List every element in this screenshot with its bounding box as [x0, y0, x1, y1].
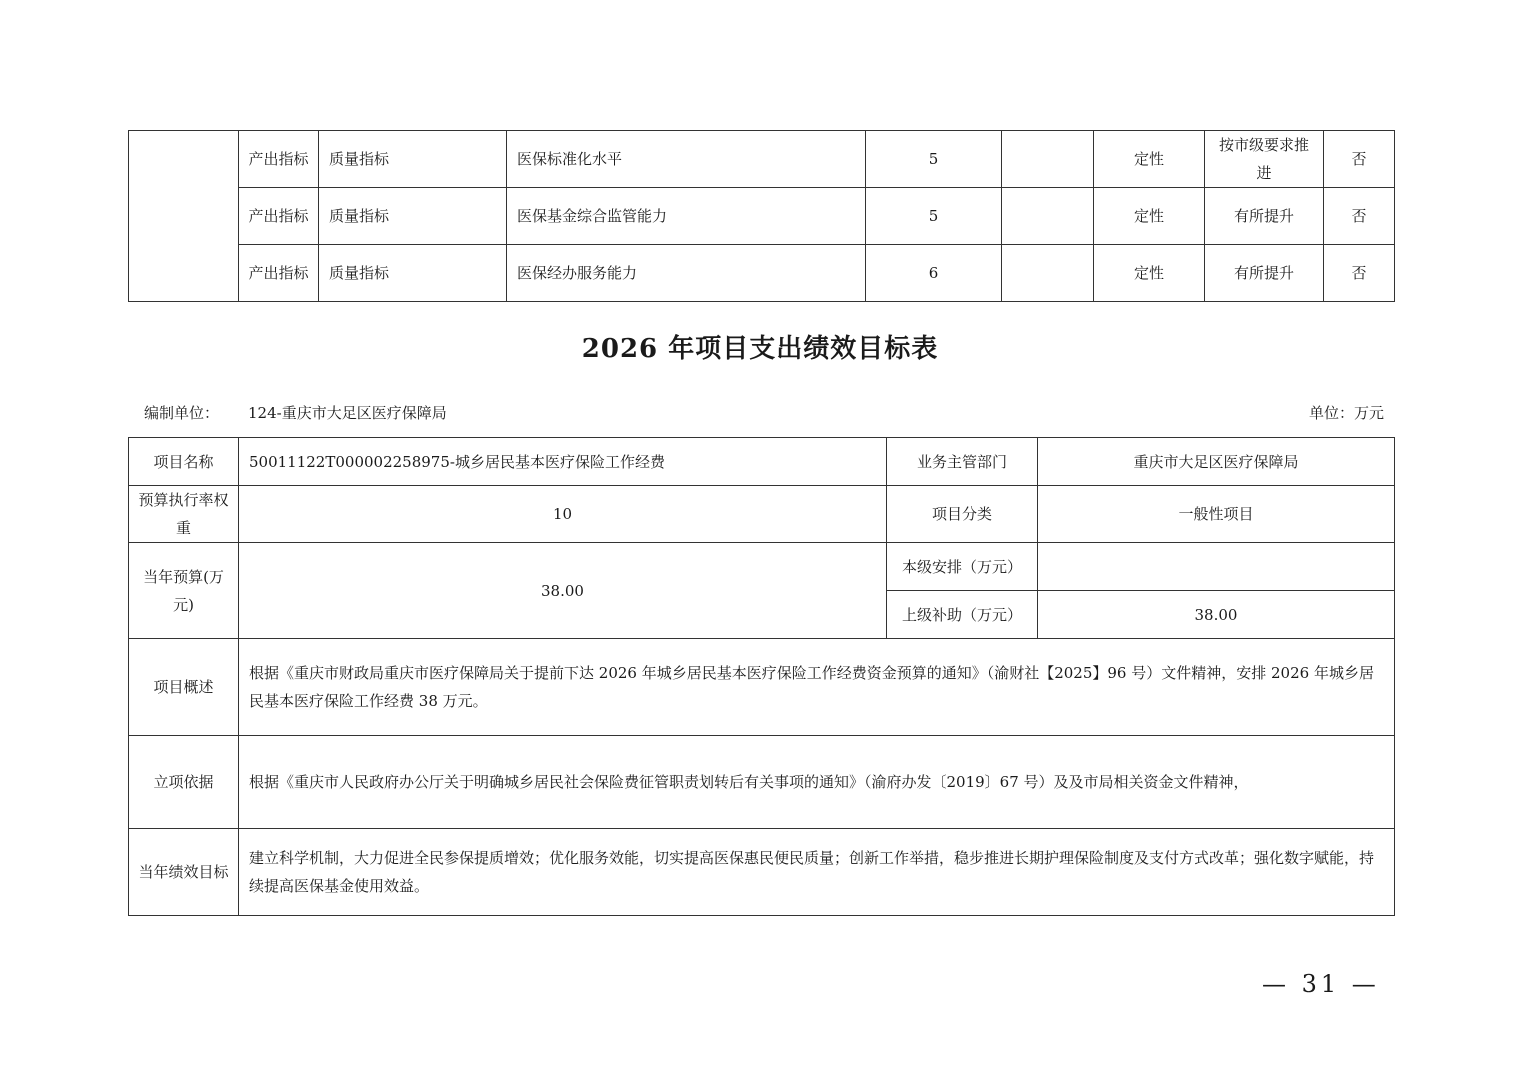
category-label: 项目分类	[887, 486, 1038, 543]
page-title: 2026 年项目支出绩效目标表	[581, 334, 939, 364]
indicator-weight: 5	[866, 188, 1002, 245]
level1-indicator: 产出指标	[239, 131, 319, 188]
indicator-nature: 定性	[1094, 188, 1205, 245]
weight-label: 预算执行率权重	[129, 486, 239, 543]
basis-value: 根据《重庆市人民政府办公厅关于明确城乡居民社会保险费征管职责划转后有关事项的通知》（渝府办发〔2019〕67 号）及及市局相关资金文件精神，	[239, 736, 1395, 829]
table-row	[129, 131, 1395, 188]
empty-merged-cell	[129, 131, 239, 302]
table-row	[129, 188, 1395, 245]
indicator-weight: 6	[866, 245, 1002, 302]
dept-value: 重庆市大足区医疗保障局	[1038, 438, 1395, 486]
level3-indicator: 医保基金综合监管能力	[507, 188, 866, 245]
project-name-value: 50011122T000002258975-城乡居民基本医疗保险工作经费	[239, 438, 887, 486]
indicator-target: 按市级要求推进	[1205, 131, 1324, 188]
indicator-weight: 5	[866, 131, 1002, 188]
core-indicator-flag: 否	[1324, 245, 1395, 302]
compiling-unit-label: 编制单位：	[144, 404, 220, 422]
superior-subsidy-value: 38.00	[1038, 591, 1395, 639]
table-row	[129, 829, 1395, 916]
overview-label: 项目概述	[129, 639, 239, 736]
category-value: 一般性项目	[1038, 486, 1395, 543]
table-row	[129, 543, 1395, 591]
blank-cell	[1002, 245, 1094, 302]
blank-cell	[1002, 188, 1094, 245]
indicator-table-continued	[128, 130, 1395, 302]
superior-subsidy-label: 上级补助（万元）	[887, 591, 1038, 639]
table-row	[129, 438, 1395, 486]
currency-unit: 单位：万元	[1308, 404, 1384, 422]
indicator-target: 有所提升	[1205, 188, 1324, 245]
level2-indicator: 质量指标	[319, 131, 507, 188]
indicator-nature: 定性	[1094, 245, 1205, 302]
project-name-label: 项目名称	[129, 438, 239, 486]
level2-indicator: 质量指标	[319, 245, 507, 302]
level1-indicator: 产出指标	[239, 188, 319, 245]
dept-label: 业务主管部门	[887, 438, 1038, 486]
indicator-target: 有所提升	[1205, 245, 1324, 302]
table-row	[129, 245, 1395, 302]
level3-indicator: 医保标准化水平	[507, 131, 866, 188]
table-row	[129, 639, 1395, 736]
core-indicator-flag: 否	[1324, 131, 1395, 188]
indicator-nature: 定性	[1094, 131, 1205, 188]
budget-label: 当年预算(万元)	[129, 543, 239, 639]
compiling-unit-value: 124-重庆市大足区医疗保障局	[248, 404, 447, 422]
table-row	[129, 486, 1395, 543]
goal-label: 当年绩效目标	[129, 829, 239, 916]
core-indicator-flag: 否	[1324, 188, 1395, 245]
blank-cell	[1002, 131, 1094, 188]
level2-indicator: 质量指标	[319, 188, 507, 245]
performance-target-table	[128, 437, 1395, 916]
overview-value: 根据《重庆市财政局重庆市医疗保障局关于提前下达 2026 年城乡居民基本医疗保险工作经费资金预算的通知》（渝财社【2025】96 号）文件精神，安排 2026 年城乡居民基本医疗保险工作经费 38 万元。	[239, 639, 1395, 736]
budget-value: 38.00	[239, 543, 887, 639]
local-allocation-value	[1038, 543, 1395, 591]
level1-indicator: 产出指标	[239, 245, 319, 302]
basis-label: 立项依据	[129, 736, 239, 829]
weight-value: 10	[239, 486, 887, 543]
local-allocation-label: 本级安排（万元）	[887, 543, 1038, 591]
table-row	[129, 736, 1395, 829]
goal-value: 建立科学机制，大力促进全民参保提质增效；优化服务效能，切实提高医保惠民便民质量；创新工作举措，稳步推进长期护理保险制度及支付方式改革；强化数字赋能，持续提高医保基金使用效益。	[239, 829, 1395, 916]
page-number: — 31 —	[1262, 970, 1380, 998]
level3-indicator: 医保经办服务能力	[507, 245, 866, 302]
